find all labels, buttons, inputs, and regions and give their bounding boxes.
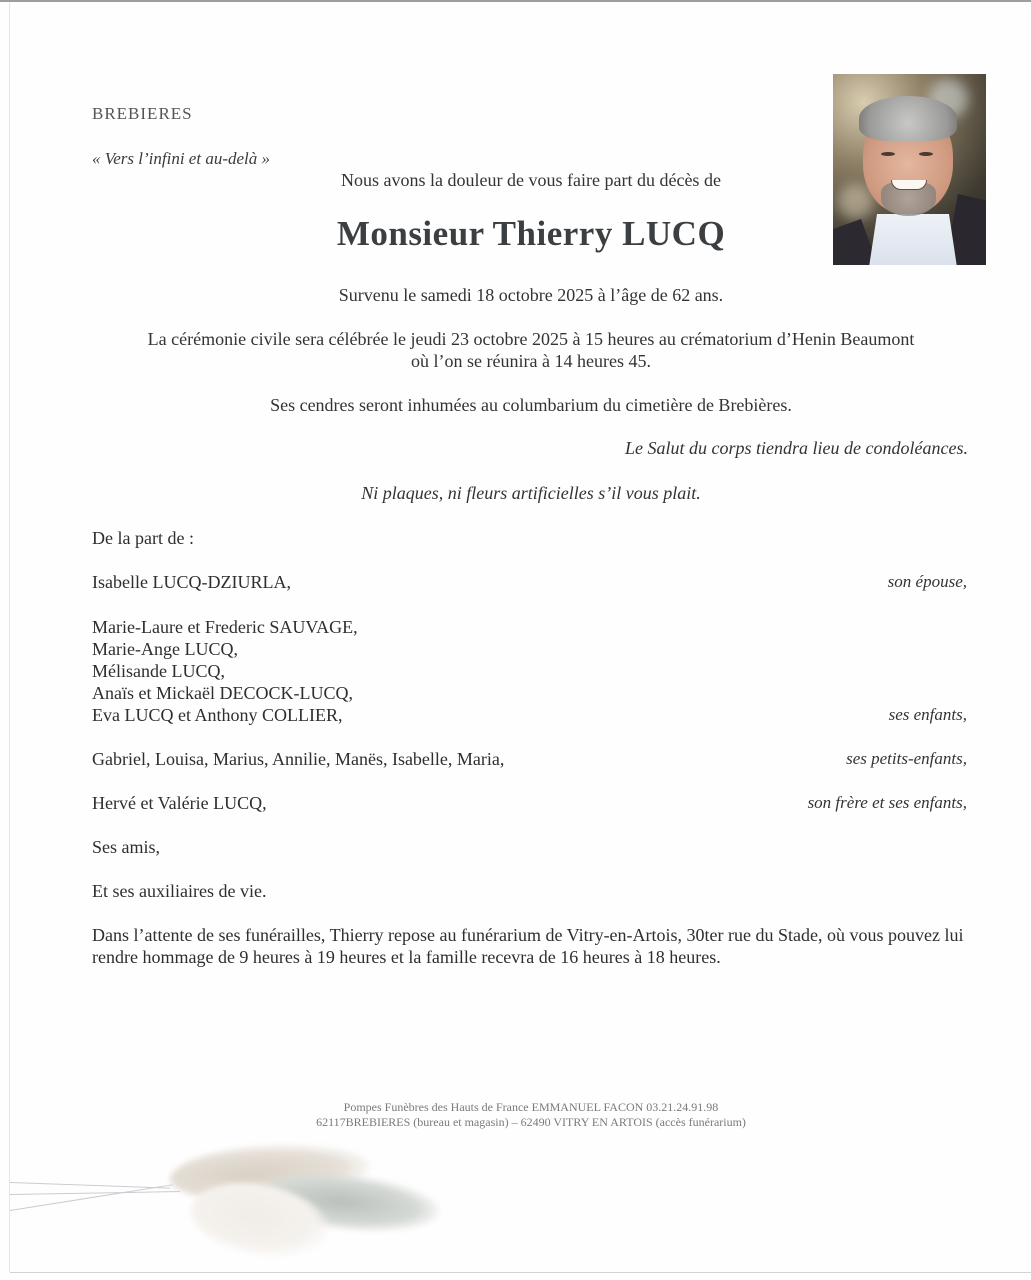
scan-left-edge [9,2,10,1272]
visitation-paragraph: Dans l’attente de ses funérailles, Thierry repose au funérarium de Vitry-en-Artois, 30ter rue du Stade, où vous pouvez lui rendre hommage de 9 heures à 19 heures et la famille recevra de 16 heures à 18 heures. [92,925,964,967]
ceremony-line: La cérémonie civile sera célébrée le jeudi 23 octobre 2025 à 15 heures au crématorium d’Henin Beaumont [147,329,915,349]
family-intro: De la part de : [92,528,194,548]
death-date-line: Survenu le samedi 18 octobre 2025 à l’âge de 62 ans. [338,285,724,305]
ceremony-gathering-line: où l’on se réunira à 14 heures 45. [411,351,651,371]
photo-shirt [868,214,958,265]
relation-children: ses enfants, [888,705,967,724]
grass-stem [10,1184,173,1211]
intro-line: Nous avons la douleur de vous faire part du décès de [341,170,721,190]
relation-brother: son frère et ses enfants, [807,793,967,812]
photo-smile [891,180,927,190]
photo-eye [919,152,933,156]
family-name-child: Eva LUCQ et Anthony COLLIER, [92,705,343,725]
funeral-home-line: Pompes Funèbres des Hauts de France EMMANUEL FACON 03.21.24.91.98 [343,1100,719,1114]
funeral-home-address: 62117BREBIERES (bureau et magasin) – 62490 VITRY EN ARTOIS (accès funérarium) [316,1115,746,1129]
family-friends: Ses amis, [92,837,161,857]
deceased-name: Monsieur Thierry LUCQ [336,214,726,253]
photo-eye [881,152,895,156]
family-name-child: Marie-Ange LUCQ, [92,639,238,659]
portrait-photo [833,74,986,265]
family-name-child: Marie-Laure et Frederic SAUVAGE, [92,617,358,637]
relation-spouse: son épouse, [887,572,967,591]
town-name: BREBIERES [92,104,193,123]
ashes-line: Ses cendres seront inhumées au columbarium du cimetière de Brebières. [270,395,792,415]
family-name-child: Anaïs et Mickaël DECOCK-LUCQ, [92,683,353,703]
family-name-grandchildren: Gabriel, Louisa, Marius, Annilie, Manës, Isabelle, Maria, [92,749,505,769]
family-caregivers: Et ses auxiliaires de vie. [92,881,267,901]
photo-hair [859,96,957,141]
scan-top-edge [0,0,1031,2]
decorative-grass-image [10,1130,450,1250]
grass-stem [10,1191,180,1195]
motto-quote: « Vers l’infini et au-delà » [92,149,271,168]
condolences-note: Le Salut du corps tiendra lieu de condoléances. [625,438,968,458]
family-name-child: Mélisande LUCQ, [92,661,225,681]
family-name-brother: Hervé et Valérie LUCQ, [92,793,267,813]
scan-bottom-edge [10,1272,1031,1273]
flowers-note: Ni plaques, ni fleurs artificielles s’il vous plait. [361,483,701,503]
family-name-spouse: Isabelle LUCQ-DZIURLA, [92,572,291,592]
relation-grandchildren: ses petits-enfants, [846,749,967,768]
